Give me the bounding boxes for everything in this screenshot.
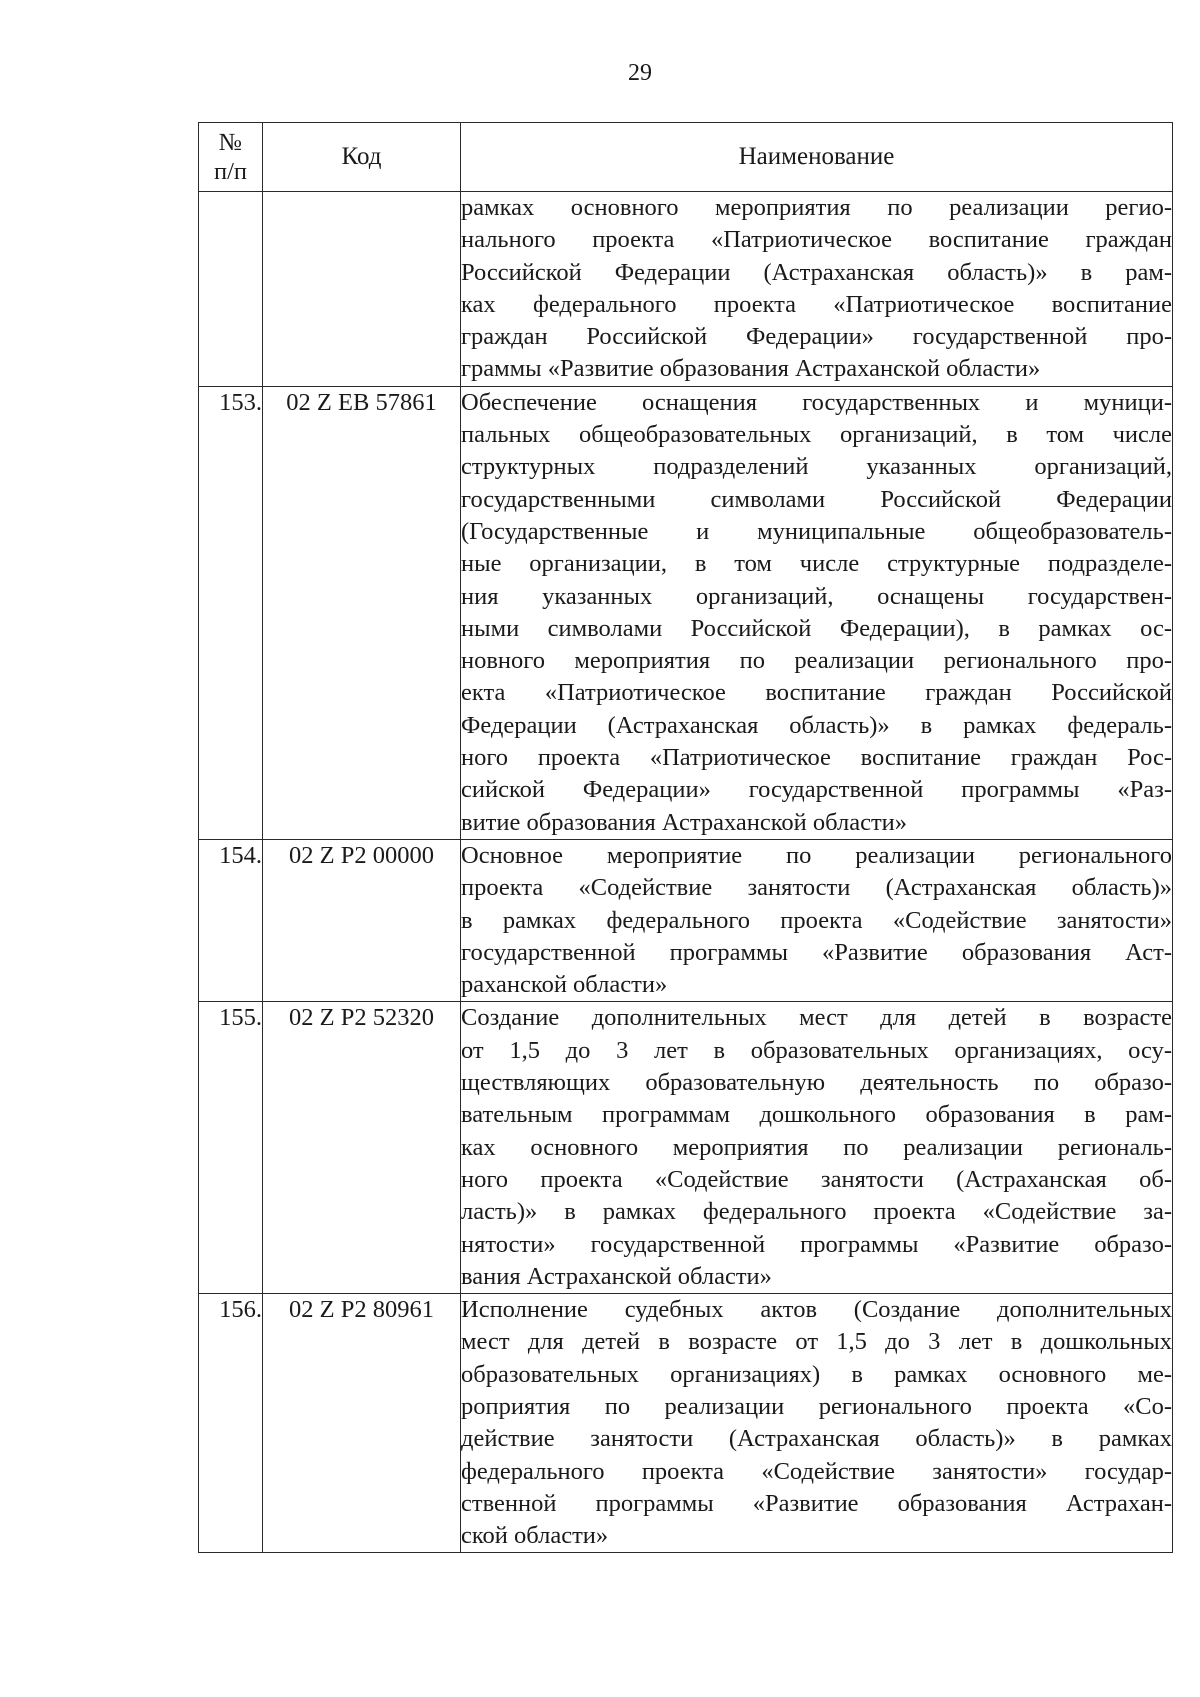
row-name-line: граждан Российской Федерации» государственной про-: [461, 323, 1172, 351]
row-name-line: ществляющих образовательную деятельность по образо-: [461, 1069, 1172, 1097]
row-number: 154.: [199, 839, 263, 1001]
row-name-line: рамках основного мероприятия по реализации регио-: [461, 194, 1172, 221]
table-row: [199, 839, 1173, 1001]
row-name-line: ния указанных организаций, оснащены государствен-: [461, 582, 1172, 610]
row-name-line: ного проекта «Патриотическое воспитание граждан Рос-: [461, 744, 1172, 772]
row-name-line: федерального проекта «Содействие занятости» государ-: [461, 1457, 1172, 1485]
row-code: 02 Z P2 00000: [263, 839, 461, 1001]
row-name-line: екта «Патриотическое воспитание граждан Российской: [461, 679, 1172, 707]
row-name-line: проекта «Содействие занятости (Астраханская область)»: [461, 874, 1172, 902]
row-number: [199, 192, 263, 387]
row-name-line: ках федерального проекта «Патриотическое воспитание: [461, 290, 1172, 318]
row-number: 153.: [199, 386, 263, 839]
row-number: 155.: [199, 1002, 263, 1294]
row-name-line: сийской Федерации» государственной программы «Раз-: [461, 776, 1172, 804]
row-code: 02 Z EB 57861: [263, 386, 461, 839]
row-name-line: ного проекта «Содействие занятости (Астраханская об-: [461, 1165, 1172, 1193]
row-name-line: действие занятости (Астраханская область)» в рамках: [461, 1425, 1172, 1453]
row-name-line: новного мероприятия по реализации регионального про-: [461, 647, 1172, 675]
page-number: 29: [628, 60, 652, 86]
row-name-line: вания Астраханской области»: [461, 1262, 772, 1290]
row-name-line: Создание дополнительных мест для детей в возрасте: [461, 1004, 1172, 1032]
row-name-line: витие образования Астраханской области»: [461, 808, 908, 836]
row-number: 156.: [199, 1294, 263, 1553]
row-name-line: ласть)» в рамках федерального проекта «Содействие за-: [461, 1198, 1172, 1226]
row-name-line: ках основного мероприятия по реализации региональ-: [461, 1133, 1172, 1161]
row-code: 02 Z P2 52320: [263, 1002, 461, 1294]
header-number-line1: №: [218, 129, 243, 156]
table-row: [199, 1002, 1173, 1294]
row-name-line: структурных подразделений указанных организаций,: [461, 453, 1172, 481]
table-row: [199, 192, 1173, 387]
row-name-line: государственной программы «Развитие образования Аст-: [461, 938, 1172, 966]
table-row: [199, 1294, 1173, 1553]
row-name-line: ные организации, в том числе структурные подразделе-: [461, 550, 1172, 578]
table-header-row: [199, 123, 1173, 192]
row-name: [461, 1002, 1173, 1294]
header-number: [199, 123, 263, 192]
row-name-line: пальных общеобразовательных организаций, в том числе: [461, 421, 1172, 449]
header-code: Код: [263, 123, 461, 192]
row-name-line: нятости» государственной программы «Развитие образо-: [461, 1230, 1172, 1258]
row-name: [461, 386, 1173, 839]
row-name-line: Основное мероприятие по реализации регионального: [461, 841, 1172, 869]
row-name-line: образовательных организациях) в рамках основного ме-: [461, 1360, 1172, 1388]
row-name-line: раханской области»: [461, 971, 668, 999]
row-name: [461, 192, 1173, 387]
row-name-line: Российской Федерации (Астраханская область)» в рам-: [461, 258, 1172, 286]
row-name-line: граммы «Развитие образования Астраханской области»: [461, 355, 1041, 383]
row-name-line: в рамках федерального проекта «Содействие занятости»: [461, 906, 1172, 934]
row-name-line: мест для детей в возрасте от 1,5 до 3 лет в дошкольных: [461, 1328, 1172, 1356]
row-name-line: Федерации (Астраханская область)» в рамках федераль-: [461, 711, 1172, 739]
row-name-line: вательным программам дошкольного образования в рам-: [461, 1101, 1172, 1129]
row-name: [461, 839, 1173, 1001]
row-name-line: от 1,5 до 3 лет в образовательных организациях, осу-: [461, 1036, 1172, 1064]
header-number-line2: п/п: [213, 158, 248, 185]
row-name-line: Обеспечение оснащения государственных и муници-: [461, 388, 1172, 416]
row-name-line: ской области»: [461, 1522, 609, 1550]
row-name-line: ственной программы «Развитие образования Астрахан-: [461, 1489, 1172, 1517]
table-row: [199, 386, 1173, 839]
row-name-line: роприятия по реализации регионального проекта «Со-: [461, 1392, 1172, 1420]
row-name-line: (Государственные и муниципальные общеобразователь-: [461, 517, 1172, 545]
row-name-line: ными символами Российской Федерации), в рамках ос-: [461, 614, 1172, 642]
table-body: [199, 192, 1173, 1553]
header-name: Наименование: [461, 123, 1173, 192]
row-name-line: нального проекта «Патриотическое воспитание граждан: [461, 226, 1172, 254]
row-name-line: государственными символами Российской Федерации: [461, 485, 1172, 513]
row-name: [461, 1294, 1173, 1553]
budget-classification-table: [198, 122, 1173, 1553]
row-code: 02 Z P2 80961: [263, 1294, 461, 1553]
row-code: [263, 192, 461, 387]
row-name-line: Исполнение судебных актов (Создание дополнительных: [461, 1296, 1172, 1324]
